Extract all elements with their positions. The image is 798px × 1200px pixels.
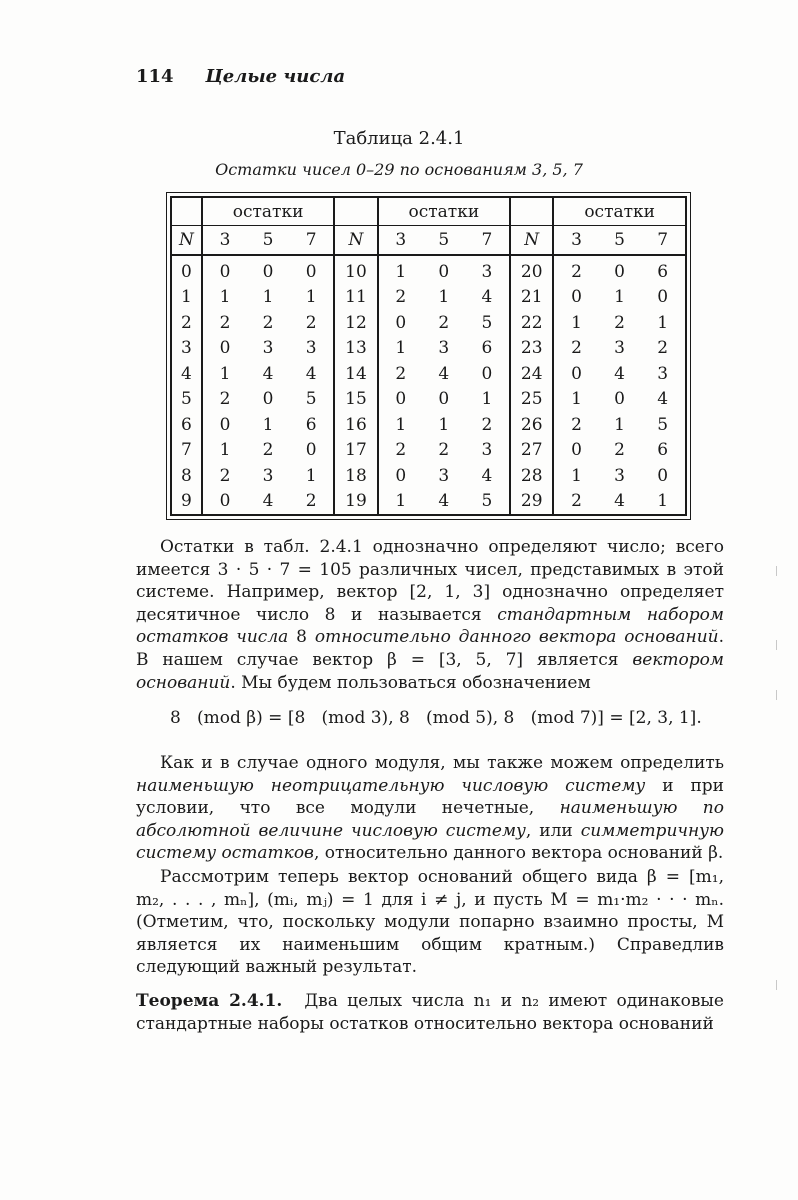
cell-residue: 1 bbox=[657, 491, 669, 512]
cell-residue: 2 bbox=[553, 336, 598, 362]
cell-residue: 4 bbox=[438, 363, 450, 384]
para2-term: наименьшую по абсолютной величине числовую систему bbox=[136, 798, 724, 841]
cell-n: 5 bbox=[180, 389, 192, 410]
cell-residue: 1 bbox=[378, 255, 423, 285]
cell-residue: 0 bbox=[553, 285, 598, 311]
cell-residue: 0 bbox=[481, 363, 493, 384]
cell-residue: 5 bbox=[481, 491, 493, 512]
group-header: остатки bbox=[553, 197, 686, 226]
cell-residue: 2 bbox=[262, 312, 274, 333]
cell-residue: 3 bbox=[657, 363, 669, 384]
cell-residue: 3 bbox=[438, 338, 450, 359]
col-mod: 5 bbox=[423, 226, 465, 256]
cell-residue: 6 bbox=[481, 338, 493, 359]
group-header: остатки bbox=[202, 197, 335, 226]
cell-n: 9 bbox=[180, 491, 192, 512]
cell-residue: 2 bbox=[202, 310, 247, 336]
cell-n: 6 bbox=[180, 414, 192, 435]
cell-residue: 0 bbox=[305, 261, 317, 282]
cell-residue: 1 bbox=[614, 287, 625, 308]
table-row bbox=[171, 310, 686, 336]
para1-text: . В нашем случае вектор β = [3, 5, 7] является bbox=[136, 627, 724, 670]
cell-residue: 0 bbox=[305, 440, 317, 461]
cell-residue: 2 bbox=[481, 414, 493, 435]
cell-residue: 0 bbox=[202, 336, 247, 362]
cell-residue: 3 bbox=[262, 465, 274, 486]
cell-n: 18 bbox=[334, 463, 377, 489]
para1-term: стандартным набором остатков числа bbox=[136, 604, 724, 648]
cell-residue: 3 bbox=[614, 465, 625, 486]
cell-n: 17 bbox=[334, 438, 377, 464]
cell-n: 12 bbox=[334, 310, 377, 336]
table-row bbox=[171, 255, 686, 285]
cell-residue: 4 bbox=[262, 491, 274, 512]
cell-residue: 0 bbox=[262, 389, 274, 410]
col-mod: 7 bbox=[289, 226, 335, 256]
cell-residue: 3 bbox=[481, 440, 493, 461]
cell-residue: 2 bbox=[305, 312, 317, 333]
cell-n: 19 bbox=[334, 489, 377, 516]
cell-residue: 1 bbox=[378, 489, 423, 516]
table-group-header-row bbox=[171, 197, 686, 226]
cell-residue: 0 bbox=[614, 261, 625, 282]
table-caption: Таблица 2.4.1 bbox=[333, 128, 465, 149]
paragraph-3 bbox=[136, 866, 724, 979]
table-column-header-row bbox=[171, 226, 686, 256]
cell-residue: 2 bbox=[378, 361, 423, 387]
col-mod: 7 bbox=[640, 226, 686, 256]
cell-residue: 1 bbox=[262, 414, 274, 435]
cell-residue: 0 bbox=[202, 489, 247, 516]
cell-residue: 3 bbox=[305, 338, 317, 359]
cell-residue: 2 bbox=[553, 412, 598, 438]
theorem bbox=[136, 990, 724, 1035]
cell-n: 21 bbox=[510, 285, 553, 311]
cell-residue: 3 bbox=[614, 338, 625, 359]
table-row bbox=[171, 463, 686, 489]
cell-residue: 1 bbox=[438, 287, 450, 308]
cell-n: 23 bbox=[510, 336, 553, 362]
cell-residue: 2 bbox=[378, 285, 423, 311]
cell-residue: 1 bbox=[438, 414, 450, 435]
cell-n: 10 bbox=[334, 255, 377, 285]
cell-residue: 2 bbox=[614, 312, 625, 333]
cell-n: 24 bbox=[510, 361, 553, 387]
cell-residue: 0 bbox=[657, 287, 669, 308]
cell-residue: 3 bbox=[481, 261, 493, 282]
cell-residue: 2 bbox=[438, 440, 450, 461]
cell-n: 2 bbox=[180, 312, 192, 333]
paragraph-1 bbox=[136, 536, 724, 694]
cell-n: 27 bbox=[510, 438, 553, 464]
cell-residue: 2 bbox=[305, 491, 317, 512]
cell-residue: 2 bbox=[262, 440, 274, 461]
paragraph-2 bbox=[136, 752, 724, 865]
col-mod: 3 bbox=[378, 226, 423, 256]
table-body bbox=[171, 255, 686, 515]
para2-text: , относительно данного вектора оснований β. bbox=[313, 843, 724, 864]
cell-residue: 0 bbox=[262, 261, 274, 282]
table-row bbox=[171, 387, 686, 413]
cell-residue: 0 bbox=[438, 261, 450, 282]
cell-residue: 1 bbox=[657, 312, 669, 333]
table-row bbox=[171, 285, 686, 311]
cell-n: 22 bbox=[510, 310, 553, 336]
formula: 8 (mod β) = [8 (mod 3), 8 (mod 5), 8 (mod 7)] = [2, 3, 1]. bbox=[170, 708, 702, 728]
cell-residue: 2 bbox=[614, 440, 625, 461]
col-mod: 5 bbox=[599, 226, 641, 256]
cell-residue: 0 bbox=[378, 463, 423, 489]
cell-n: 13 bbox=[334, 336, 377, 362]
cell-residue: 4 bbox=[657, 389, 669, 410]
cell-residue: 6 bbox=[305, 414, 317, 435]
cell-n: 15 bbox=[334, 387, 377, 413]
para2-text: и при условии, что все модули нечетные, bbox=[136, 775, 725, 819]
cell-residue: 1 bbox=[378, 412, 423, 438]
cell-residue: 5 bbox=[481, 312, 493, 333]
cell-n: 4 bbox=[180, 363, 192, 384]
cell-residue: 5 bbox=[657, 414, 669, 435]
col-n: N bbox=[171, 226, 202, 256]
cell-residue: 3 bbox=[262, 338, 274, 359]
cell-residue: 0 bbox=[202, 412, 247, 438]
cell-residue: 1 bbox=[378, 336, 423, 362]
cell-residue: 1 bbox=[202, 438, 247, 464]
cell-n: 26 bbox=[510, 412, 553, 438]
cell-residue: 2 bbox=[378, 438, 423, 464]
cell-n: 3 bbox=[180, 338, 192, 359]
cell-residue: 2 bbox=[657, 338, 669, 359]
cell-residue: 2 bbox=[553, 489, 598, 516]
table-row bbox=[171, 438, 686, 464]
para1-text: . Мы будем пользоваться обозначением bbox=[230, 672, 591, 693]
table-row bbox=[171, 336, 686, 362]
col-n: N bbox=[334, 226, 377, 256]
cell-residue: 1 bbox=[553, 463, 598, 489]
cell-n: 0 bbox=[180, 261, 192, 282]
theorem-label: Теорема 2.4.1. bbox=[136, 991, 283, 1011]
table-subcaption: Остатки чисел 0–29 по основаниям 3, 5, 7 bbox=[215, 160, 583, 179]
cell-residue: 4 bbox=[262, 363, 274, 384]
col-n: N bbox=[510, 226, 553, 256]
col-mod: 3 bbox=[553, 226, 598, 256]
cell-residue: 2 bbox=[202, 387, 247, 413]
para2-text: , или bbox=[525, 820, 581, 841]
cell-residue: 1 bbox=[553, 310, 598, 336]
cell-n: 8 bbox=[180, 465, 192, 486]
cell-residue: 1 bbox=[305, 465, 317, 486]
cell-residue: 1 bbox=[262, 287, 274, 308]
cell-n: 1 bbox=[180, 287, 192, 308]
cell-residue: 4 bbox=[481, 465, 493, 486]
cell-residue: 2 bbox=[438, 312, 450, 333]
cell-residue: 0 bbox=[553, 361, 598, 387]
margin-mark bbox=[776, 980, 777, 990]
cell-residue: 0 bbox=[657, 465, 669, 486]
margin-mark bbox=[776, 566, 777, 576]
para1-text: Остатки в табл. 2.4.1 однозначно определяют число; всего имеется 3 · 5 · 7 = 105 различных чисел, представимых в этой системе. Например, вектор [2, 1, 3] однозначно определяет десятичное число 8 и называется bbox=[136, 537, 724, 625]
cell-residue: 2 bbox=[202, 463, 247, 489]
cell-residue: 0 bbox=[378, 387, 423, 413]
cell-n: 20 bbox=[510, 255, 553, 285]
cell-n: 7 bbox=[180, 440, 192, 461]
col-mod: 3 bbox=[202, 226, 247, 256]
table-row bbox=[171, 412, 686, 438]
running-title: Целые числа bbox=[205, 66, 346, 87]
cell-n: 16 bbox=[334, 412, 377, 438]
para1-text: 8 bbox=[288, 627, 315, 648]
margin-mark bbox=[776, 640, 777, 650]
cell-n: 25 bbox=[510, 387, 553, 413]
page-number: 114 bbox=[136, 66, 174, 87]
cell-residue: 5 bbox=[305, 389, 317, 410]
col-mod: 7 bbox=[465, 226, 511, 256]
para2-term: наименьшую неотрицательную числовую систему bbox=[136, 775, 646, 796]
cell-residue: 0 bbox=[614, 389, 625, 410]
para1-term: вектором оснований bbox=[136, 649, 724, 693]
cell-residue: 1 bbox=[481, 389, 493, 410]
theorem-text: Два целых числа n₁ и n₂ имеют одинаковые стандартные наборы остатков относительно вектора оснований bbox=[136, 991, 724, 1034]
cell-residue: 0 bbox=[553, 438, 598, 464]
cell-residue: 2 bbox=[553, 255, 598, 285]
para1-term: относительно данного вектора оснований bbox=[314, 627, 719, 648]
page-header bbox=[136, 66, 345, 87]
para2-text: Как и в случае одного модуля, мы также можем определить bbox=[160, 753, 724, 773]
margin-mark bbox=[776, 690, 777, 700]
residue-table bbox=[170, 196, 687, 516]
cell-residue: 4 bbox=[481, 287, 493, 308]
cell-residue: 6 bbox=[657, 261, 669, 282]
cell-residue: 1 bbox=[553, 387, 598, 413]
para3-text: Рассмотрим теперь вектор оснований общего вида β = [m₁, m₂, . . . , mₙ], (mᵢ, mⱼ) = 1 для i ≠ j, и пусть M = m₁·m₂ · · · mₙ. (Отметим, что, поскольку модули попарно взаимно просты, M является их наименьшим общим кратным.) Справедлив следующий важный результат. bbox=[136, 867, 724, 978]
table-row bbox=[171, 489, 686, 516]
cell-n: 14 bbox=[334, 361, 377, 387]
cell-residue: 4 bbox=[614, 363, 625, 384]
cell-residue: 1 bbox=[202, 285, 247, 311]
cell-n: 11 bbox=[334, 285, 377, 311]
cell-residue: 0 bbox=[438, 389, 450, 410]
cell-residue: 6 bbox=[657, 440, 669, 461]
cell-residue: 3 bbox=[438, 465, 450, 486]
cell-n: 29 bbox=[510, 489, 553, 516]
cell-residue: 1 bbox=[614, 414, 625, 435]
cell-residue: 0 bbox=[202, 255, 247, 285]
cell-residue: 0 bbox=[378, 310, 423, 336]
cell-residue: 1 bbox=[202, 361, 247, 387]
col-mod: 5 bbox=[247, 226, 289, 256]
cell-residue: 1 bbox=[305, 287, 317, 308]
cell-residue: 4 bbox=[438, 491, 450, 512]
cell-n: 28 bbox=[510, 463, 553, 489]
cell-residue: 4 bbox=[305, 363, 317, 384]
group-header: остатки bbox=[378, 197, 511, 226]
cell-residue: 4 bbox=[614, 491, 625, 512]
table-row bbox=[171, 361, 686, 387]
para2-term: симметричную систему остатков bbox=[136, 820, 724, 864]
